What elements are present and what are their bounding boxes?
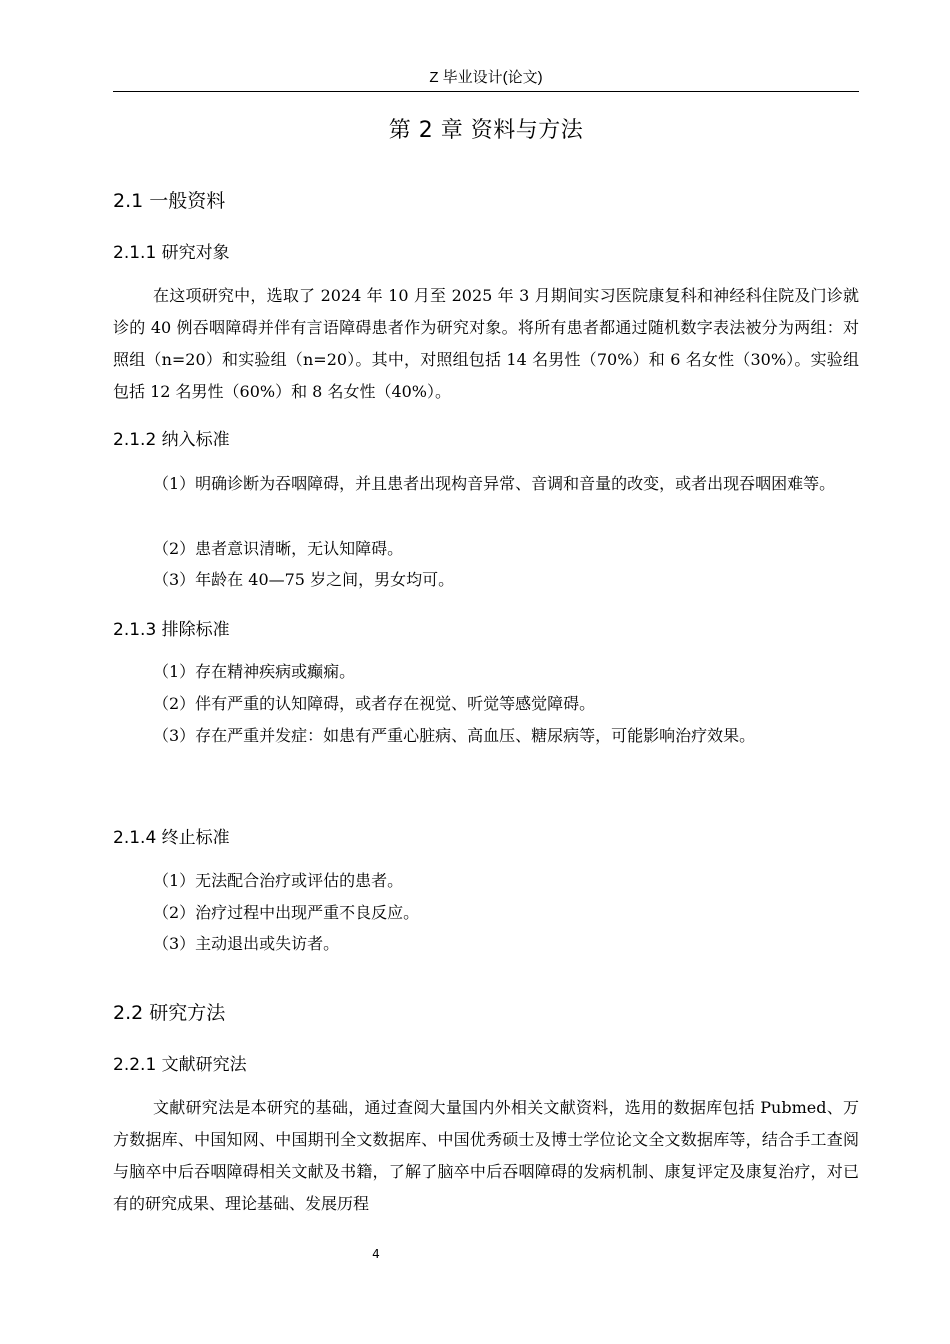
paragraph-research-subjects: 在这项研究中，选取了 2024 年 10 月至 2025 年 3 月期间实习医院康复科和神经科住院及门诊就诊的 40 例吞咽障碍并伴有言语障碍患者作为研究对象。将所有患者都通过随机数字表法被分为两组：对照组（n=20）和实验组（n=20）。其中，对照组包括 14 名男性（70%）和 6 名女性（30%）。实验组包括 12 名男性（60%）和 8 名女性（40%）。 [113,286,859,401]
exclusion-item-2: （2）伴有严重的认知障碍，或者存在视觉、听觉等感觉障碍。 [153,694,596,713]
inclusion-item-2: （2）患者意识清晰，无认知障碍。 [153,539,404,558]
subsection-heading-2-1-1: 2.1.1 研究对象 [113,243,230,263]
paragraph-literature-method: 文献研究法是本研究的基础，通过查阅大量国内外相关文献资料，选用的数据库包括 Pubmed、万方数据库、中国知网、中国期刊全文数据库、中国优秀硕士及博士学位论文全文数据库等，结合手工查阅与脑卒中后吞咽障碍相关文献及书籍，了解了脑卒中后吞咽障碍的发病机制、康复评定及康复治疗，对已有的研究成果、理论基础、发展历程 [113,1098,859,1213]
section-heading-2-2: 2.2 研究方法 [113,1002,226,1024]
subsection-heading-2-1-3: 2.1.3 排除标准 [113,620,230,640]
termination-item-1: （1）无法配合治疗或评估的患者。 [153,871,404,890]
chapter-title: 第 2 章 资料与方法 [388,118,584,143]
subsection-heading-2-1-4: 2.1.4 终止标准 [113,828,230,848]
running-header: Z 毕业设计(论文) [429,69,543,86]
section-heading-2-1: 2.1 一般资料 [113,190,226,212]
exclusion-item-1: （1）存在精神疾病或癫痫。 [153,662,356,681]
subsection-heading-2-2-1: 2.2.1 文献研究法 [113,1055,247,1075]
exclusion-item-3: （3）存在严重并发症：如患有严重心脏病、高血压、糖尿病等，可能影响治疗效果。 [153,726,756,745]
termination-item-2: （2）治疗过程中出现严重不良反应。 [153,903,420,922]
inclusion-item-1: （1）明确诊断为吞咽障碍，并且患者出现构音异常、音调和音量的改变，或者出现吞咽困难等。 [153,474,836,493]
header-rule [113,91,859,92]
page-number: 4 [372,1247,380,1261]
inclusion-item-3: （3）年龄在 40—75 岁之间，男女均可。 [153,570,455,589]
subsection-heading-2-1-2: 2.1.2 纳入标准 [113,430,230,450]
termination-item-3: （3）主动退出或失访者。 [153,934,340,953]
